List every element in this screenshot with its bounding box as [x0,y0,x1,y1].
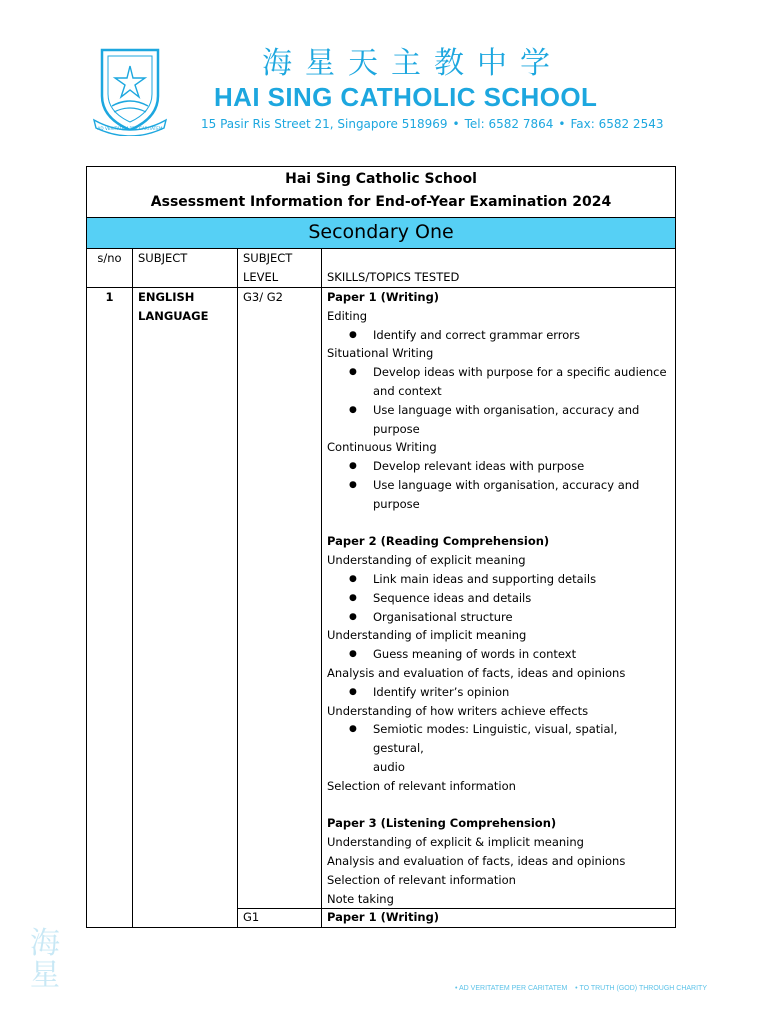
crest-motto: AD VERITATEM PER CARITATEM [97,126,163,131]
school-crest-logo [90,44,170,136]
school-chinese-name: 海星天主教中学 [262,46,563,81]
school-contact [201,117,691,131]
row-subject [133,288,238,928]
header-skills: SKILLS/TOPICS TESTED [322,249,676,288]
table-header [87,249,676,288]
paper-heading: Paper 1 (Writing) [327,290,440,304]
footer-motto [455,985,745,992]
header-subject: SUBJECT [133,249,238,288]
watermark-logo: 海星 [30,926,60,993]
skill-bullet: ● Develop ideas with purpose for a specific audience [327,363,671,382]
skill-bullet-continued: purpose [373,421,420,436]
paper-heading: Paper 3 (Listening Comprehension) [327,816,557,831]
skill-bullet: ● Sequence ideas and details [327,589,671,608]
skill-bullet: ● Use language with organisation, accuracy and [327,401,671,420]
header-level-2: LEVEL [243,270,279,284]
level-band: Secondary One [87,218,676,249]
skill-bullet: ● Link main ideas and supporting details [327,570,671,589]
motto-english: • TO TRUTH (GOD) THROUGH CHARITY [575,985,707,992]
skill-category: Understanding of implicit meaning [327,628,527,643]
paper-heading: Paper 2 (Reading Comprehension) [327,534,550,549]
row-level: G3/ G2 [238,288,322,909]
skill-bullet: ● Develop relevant ideas with purpose [327,457,671,476]
assessment-table [86,166,676,928]
skill-category: Analysis and evaluation of facts, ideas and opinions [327,853,626,868]
skill-bullet: ● Guess meaning of words in context [327,645,671,664]
title-school: Hai Sing Catholic School [285,171,477,187]
school-tel: Tel: 6582 7864 [464,117,554,131]
subject-line-1: ENGLISH [138,290,195,304]
school-name: HAI SING CATHOLIC SCHOOL [214,82,598,112]
skill-category: Understanding of explicit meaning [327,553,526,568]
school-fax: Fax: 6582 2543 [570,117,664,131]
subject-line-2: LANGUAGE [138,309,209,323]
skill-category: Note taking [327,891,394,906]
skill-category: Understanding of how writers achieve effects [327,703,589,718]
skill-category: Understanding of explicit & implicit meaning [327,835,584,850]
paper-heading: Paper 1 (Writing) [322,909,676,928]
row-level-g1: G1 [238,909,322,928]
skill-bullet-continued: purpose [373,496,420,511]
table-row [87,288,676,909]
skill-bullet: ● Organisational structure [327,608,671,627]
skill-category: Continuous Writing [327,440,437,455]
header-level-1: SUBJECT [243,251,293,265]
skill-category: Analysis and evaluation of facts, ideas and opinions [327,665,626,680]
header-sno: s/no [87,249,133,288]
document-title [87,167,676,218]
spacer [327,796,671,815]
skill-bullet: ● Semiotic modes: Linguistic, visual, spatial, gestural, [327,720,671,758]
row-skills [322,288,676,909]
header-level [238,249,322,288]
skill-bullet-continued: audio [373,759,405,774]
spacer [327,514,671,533]
skill-bullet: ● Identify writer’s opinion [327,683,671,702]
bullet-separator: • [452,117,460,131]
title-assessment: Assessment Information for End-of-Year Examination 2024 [150,194,612,210]
skill-bullet: ● Identify and correct grammar errors [327,326,671,345]
skill-bullet: ● Use language with organisation, accuracy and [327,476,671,495]
row-sno: 1 [87,288,133,928]
bullet-separator: • [558,117,566,131]
skill-category: Selection of relevant information [327,778,516,793]
skill-category: Selection of relevant information [327,872,516,887]
school-address: 15 Pasir Ris Street 21, Singapore 518969 [201,117,448,131]
skill-bullet-continued: and context [373,383,442,398]
skill-category: Situational Writing [327,346,434,361]
skill-category: Editing [327,308,368,323]
motto-latin: • AD VERITATEM PER CARITATEM [455,985,568,992]
